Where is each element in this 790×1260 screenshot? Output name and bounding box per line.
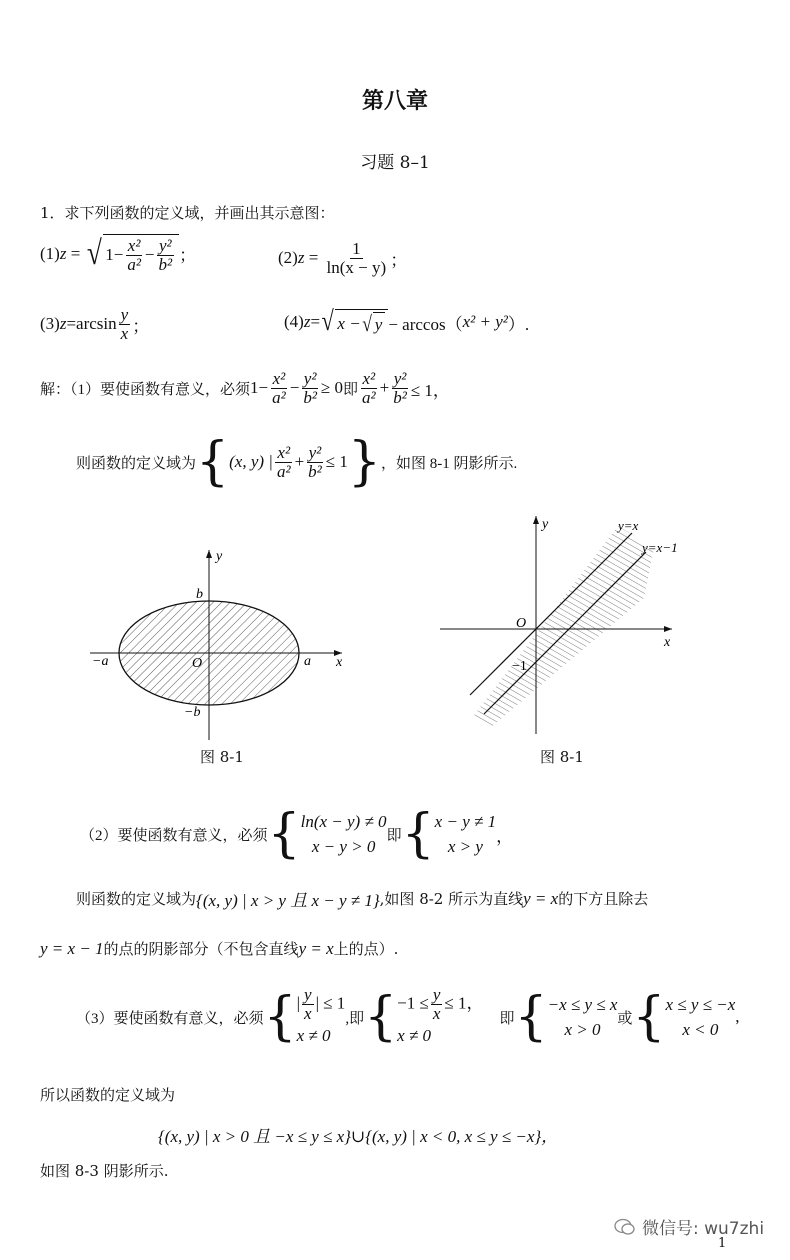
solution-1-condition: 解：（1）要使函数有意义，必须 1− $\frac{\text{x²}}{\text{a²}}$ − $\frac{\text{y²}}{\text{b²}}$ ≥ 0 即 $\frac{\text{x²}}{\text{a²}}$ + $\frac{\text{y²}}{\text{b²}}$ ≤ 1， (40, 369, 450, 407)
problem-number: 1． (40, 204, 65, 222)
solution-1-domain: 则函数的定义域为 { (x, y) | $\frac{\text{x²}}{\text{a²}}$ + $\frac{\text{y²}}{\text{b²}}$ ≤ 1 } ，如图 8-1 阴影所示. (76, 432, 518, 492)
sqrt-1: √ 1− $\frac{\text{x²}}{\text{a²}}$ − $\frac{\text{y²}}{\text{b²}}$ (85, 234, 180, 274)
y-axis-label: y (542, 517, 549, 532)
solution-3-figure-ref: 如图 8-3 阴影所示. (40, 1162, 169, 1180)
problem-statement (40, 202, 335, 223)
chapter-title: 第八章 (361, 89, 428, 114)
line-y-eq-x-minus-1 (484, 552, 646, 714)
y-axis-label: y (216, 549, 223, 564)
origin-label: O (192, 656, 203, 671)
solution-3-domain-set: {(x, y) | x > 0 且 −x ≤ y ≤ x}∪{(x, y) | x < 0, x ≤ y ≤ −x}， (158, 1127, 559, 1146)
label-neg-b: −b (184, 705, 201, 720)
item-4: (4) z = √ x − √ y − arccos（ x² + y² ）. (284, 306, 530, 337)
x-axis-label: x (336, 655, 343, 670)
y-axis-arrow-icon (533, 516, 539, 524)
label-line-y-eq-x-minus-1: y=x−1 (642, 540, 678, 555)
figure-caption-band: 图 8-1 (540, 748, 584, 766)
label-line-y-eq-x: y=x (618, 518, 639, 533)
problem-text: 求下列函数的定义域，并画出其示意图： (64, 204, 335, 222)
shaded-region (472, 526, 654, 728)
watermark: 微信号: wu7zhi (614, 1214, 764, 1239)
figure-caption-ellipse: 图 8-1 (200, 748, 244, 766)
solution-3-domain-line: 所以函数的定义域为 (40, 1086, 176, 1104)
item-2: (2) z = $\frac{1}{\ln(x - y)}$ ； (278, 239, 408, 277)
origin-label: O (516, 616, 527, 631)
label-b: b (196, 587, 203, 602)
label-a: a (304, 654, 311, 669)
item-1: (1) z = √ 1− $\frac{\text{x²}}{\text{a²}}$ − $\frac{\text{y²}}{\text{b²}}$ ； (40, 234, 197, 274)
ellipse-figure (80, 540, 360, 770)
wechat-icon (614, 1217, 636, 1237)
y-axis-arrow-icon (206, 550, 212, 558)
label-neg-a: −a (92, 654, 109, 669)
label-neg-one: −1 (512, 659, 527, 674)
x-axis-label: x (664, 635, 671, 650)
item-3: (3) z =arcsin $\frac{y}{x}$ ； (40, 305, 150, 343)
solution-2-domain-cont: y = x − 1 的点的阴影部分（不包含直线 y = x 上的点）. (40, 938, 399, 958)
x-axis-arrow-icon (664, 626, 672, 632)
solution-2-condition: （2）要使函数有意义，必须 { ln(x − y) ≠ 0 x − y > 0 即 { x − y ≠ 1 x > y ， (80, 804, 514, 864)
section-title: 习题 8–1 (360, 153, 430, 173)
page-number: 1 (718, 1236, 727, 1251)
solution-2-domain: 则函数的定义域为 {(x, y) | x > y 且 x − y ≠ 1} ,如图 8-2 所示为直线 y = x 的下方且除去 (76, 888, 649, 910)
band-figure (436, 508, 686, 738)
solution-3-condition: （3）要使函数有意义，必须 { | $\frac{y}{x}$ | ≤ 1 x ≠ 0 ,即 { −1 ≤ $\frac{y}{x}$ ≤ 1， x ≠ 0 即 { −x ≤ y ≤ x x > 0 或 { x ≤ y ≤ −x x < 0 , (76, 985, 740, 1048)
